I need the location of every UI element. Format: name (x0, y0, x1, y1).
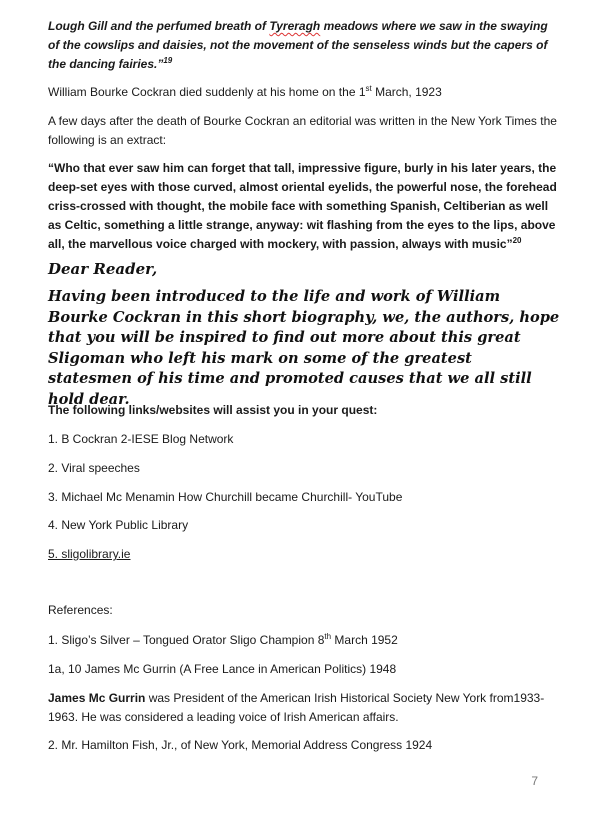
spellcheck-word: Tyreragh (269, 19, 321, 33)
editorial-paragraph: A few days after the death of Bourke Cockran an editorial was written in the New York Times the following is an extract: (48, 114, 557, 147)
reference-item: 1a, 10 James Mc Gurrin (A Free Lance in American Politics) 1948 (48, 662, 397, 676)
footnote-ref: 20 (512, 236, 522, 245)
link-item[interactable]: 3. Michael Mc Menamin How Churchill became Churchill- YouTube (48, 490, 403, 504)
references-heading: References: (48, 603, 113, 617)
links-heading: The following links/websites will assist you in your quest: (48, 403, 378, 417)
nyt-quote: “Who that ever saw him can forget that tall, impressive figure, burly in his later years, the deep-set eyes with those curved, almost oriental eyelids, the powerful nose, the forehead criss-crossed with thought, the mobile face with something Spanish, Celtiberian as well as Celtic, something a little strange, anyway: wit flashing from the eyes to the lips, above all, the marvellous voice charged with mockery, with passion, always with music”$^{20}$ (48, 161, 557, 251)
quote-fairies: Lough Gill and the perfumed breath of Tyreragh meadows where we saw in the swaying of the cowslips and daisies, not the movement of the senseless winds but the capers of the dancing fairies.”$^{19}$ (48, 19, 548, 71)
gurrin-paragraph: James Mc Gurrin was President of the American Irish Historical Society New York from1933-1963. He was considered a leading voice of Irish American affairs. (48, 691, 545, 724)
page-number: 7 (531, 774, 538, 788)
footnote-ref: 19 (163, 56, 173, 65)
link-item[interactable]: 1. B Cockran 2-IESE Blog Network (48, 432, 234, 446)
link-item[interactable]: 2. Viral speeches (48, 461, 140, 475)
reference-item: 1. Sligo’s Silver – Tongued Orator Sligo Champion 8th March 1952 (48, 632, 398, 647)
death-paragraph: William Bourke Cockran died suddenly at his home on the 1st March, 1923 (48, 84, 442, 99)
letter-salutation: Dear Reader, (48, 260, 158, 278)
link-item[interactable]: 4. New York Public Library (48, 518, 189, 532)
letter-body: Having been introduced to the life and work of William Bourke Cockran in this short biography, we, the authors, hope that you will be inspired to find out more about this great Sligoman who left his mark on some of the greatest statesmen of his time and promoted causes that we all still hold dear. (48, 288, 560, 408)
link-item[interactable]: 5. sligolibrary.ie (48, 547, 131, 561)
reference-item: 2. Mr. Hamilton Fish, Jr., of New York, Memorial Address Congress 1924 (48, 738, 433, 752)
